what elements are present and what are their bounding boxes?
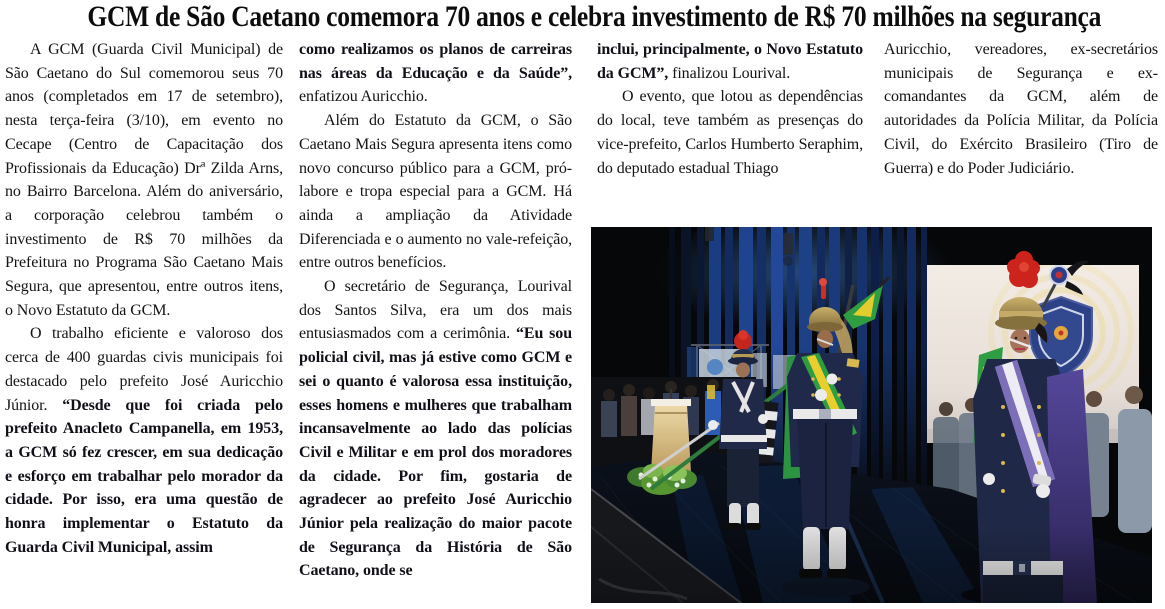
event-photo (591, 227, 1152, 603)
body-text: Além do Estatuto da GCM, o São Caetano Mais Segura apresenta itens como novo concurso público para a GCM, pró-labore e tropa especial para a GCM. Há ainda a ampliação da Atividade Diferenciada e o aumento no vale-refeição, entre outros benefícios. (299, 112, 572, 272)
event-photo-illustration (591, 227, 1152, 603)
photo-vignette (591, 527, 1152, 603)
quote-bold-text: como realizamos os planos de carreiras nas áreas da Educação e da Saúde”, (299, 41, 572, 82)
body-text: O trabalho eficiente e valoroso dos cerca de 400 guardas civis municipais foi destacado pelo prefeito José Auricchio Júnior. (5, 325, 283, 414)
quote-bold-text: “Desde que foi criada pelo prefeito Anacleto Campanella, em 1953, a GCM só fez crescer, em sua dedicação e esforço em trabalhar pelo morador da cidade. Por isso, era uma questão de honra implementar o Estatuto da Guarda Civil Municipal, assim (5, 396, 283, 556)
quote-bold-text: inclui, principalmente, o Novo Estatuto da GCM”, (597, 41, 863, 82)
article-paragraph (884, 38, 1158, 180)
article-column-4 (884, 38, 1158, 224)
body-text: finalizou Lourival. (668, 64, 791, 82)
article-column-2 (299, 38, 572, 609)
article-paragraph (299, 38, 572, 109)
quote-bold-text: “Eu sou policial civil, mas já estive como GCM e sei o quanto é valorosa essa instituição, esses homens e mulheres que trabalham incansavelmente ao lado das polícias Civil e Militar e em prol dos moradores da cidade. Por fim, gostaria de agradecer ao prefeito José Auricchio Júnior pela realização do maior pacote de Segurança da História de São Caetano, onde se (299, 325, 572, 580)
article-paragraph (597, 38, 863, 85)
article-paragraph (299, 275, 572, 583)
article-paragraph (597, 85, 863, 180)
podium (651, 389, 691, 472)
body-text: O evento, que lotou as dependências do local, teve também as presenças do vice-prefeito, Carlos Humberto Seraphim, do deputado estadual Thiago (597, 88, 863, 177)
body-text: O secretário de Segurança, Lourival dos Santos Silva, era um dos mais entusiasmados com a cerimônia. (299, 278, 572, 343)
article-paragraph (5, 38, 283, 322)
article-column-1 (5, 38, 283, 609)
article-headline: GCM de São Caetano comemora 70 anos e celebra investimento de R$ 70 milhões na segurança (87, 0, 1102, 33)
article-paragraph (5, 322, 283, 559)
article-column-3 (597, 38, 863, 224)
body-text: Auricchio, vereadores, ex-secretários municipais de Segurança e ex-comandantes da GCM, além de autoridades da Polícia Militar, da Polícia Civil, do Exército Brasileiro (Tiro de Guerra) e do Poder Judiciário. (884, 41, 1158, 177)
body-text: enfatizou Auricchio. (299, 88, 428, 106)
article-paragraph (299, 109, 572, 275)
body-text: A GCM (Guarda Civil Municipal) de São Caetano do Sul comemorou seus 70 anos (completados em 17 de setembro), nesta terça-feira (3/10), em evento no Cecape (Centro de Capacitação dos Profissionais da Educação) Drª Zilda Arns, no Bairro Barcelona. Além do aniversário, a corporação celebrou também o investimento de R$ 70 milhões da Prefeitura no Programa São Caetano Mais Segura, que apresentou, entre outros itens, o Novo Estatuto da GCM. (5, 41, 283, 319)
